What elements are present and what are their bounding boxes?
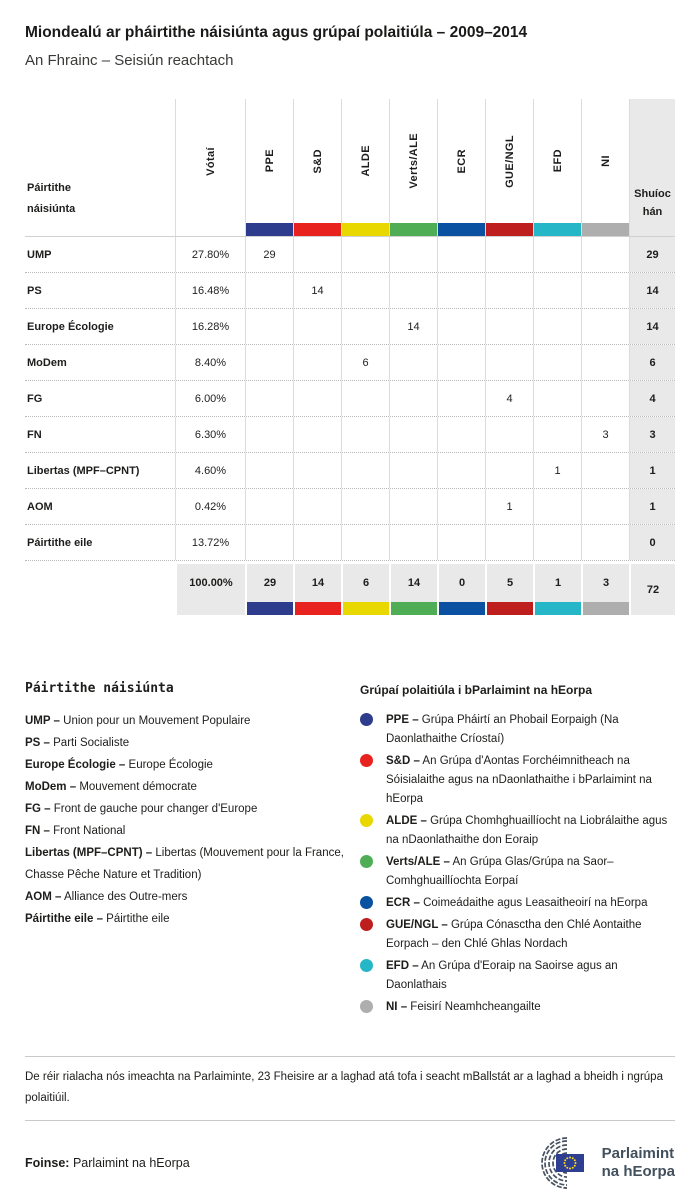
votes-value: 6.00% [175, 381, 245, 416]
votes-value: 27.80% [175, 237, 245, 272]
group-seats-value [533, 273, 581, 308]
group-seats-value: 1 [533, 453, 581, 488]
party-name: FG [27, 392, 43, 405]
votes-value: 16.48% [175, 273, 245, 308]
group-legend-abbr: S&D – [386, 755, 420, 767]
group-seats-value [437, 417, 485, 452]
group-seats-value [341, 381, 389, 416]
group-seats-value [245, 525, 293, 560]
legends [25, 681, 675, 1020]
party-legend-item: FN – Front National [25, 825, 126, 837]
group-color-dot [360, 855, 373, 868]
group-header-label: ALDE [359, 145, 372, 177]
group-seats-value [581, 453, 629, 488]
votes-column-header [175, 99, 245, 236]
group-legend-abbr: GUE/NGL – [386, 919, 448, 931]
group-legend-item [360, 752, 675, 809]
group-total: 14 [293, 564, 341, 615]
seats-total-value: 6 [629, 345, 675, 380]
group-color-bar [582, 223, 629, 236]
group-color-bar [343, 602, 389, 615]
party-legend-item: AOM – Alliance des Outre-mers [25, 891, 188, 903]
seats-total-value: 0 [629, 525, 675, 560]
group-total: 29 [245, 564, 293, 615]
group-legend-item [360, 894, 675, 913]
group-legend-text: GUE/NGL – Grúpa Cónasctha den Chlé Aontaithe Eorpach – den Chlé Ghlas Nordach [386, 919, 642, 950]
group-column-header [389, 99, 437, 236]
party-legend-item: Páirtithe eile – Páirtithe eile [25, 913, 170, 925]
eu-flag-icon [556, 1154, 584, 1172]
party-name: UMP [27, 248, 52, 261]
group-seats-value [533, 309, 581, 344]
votes-value: 6.30% [175, 417, 245, 452]
group-seats-value [341, 453, 389, 488]
page-subtitle: An Fhrainc – Seisiún reachtach [25, 52, 234, 69]
group-seats-value [533, 345, 581, 380]
page [0, 24, 700, 1185]
votes-value: 16.28% [175, 309, 245, 344]
group-seats-value: 14 [389, 309, 437, 344]
group-color-dot [360, 896, 373, 909]
group-seats-value [293, 453, 341, 488]
group-seats-value: 29 [245, 237, 293, 272]
group-legend-text: ECR – Coimeádaithe agus Leasaitheoirí na hEorpa [386, 897, 648, 909]
group-seats-value [389, 489, 437, 524]
party-legend-item: PS – Parti Socialiste [25, 737, 130, 749]
logo-text [602, 1145, 675, 1181]
group-legend-text: ALDE – Grúpa Chomhghuaillíocht na Liobrálaithe agus na nDaonlathaithe don Eoraip [386, 815, 668, 846]
group-seats-value [341, 237, 389, 272]
votes-header-label: Vótaí [204, 146, 217, 176]
votes-value: 0.42% [175, 489, 245, 524]
group-seats-value [485, 525, 533, 560]
group-seats-value [485, 417, 533, 452]
group-total: 5 [485, 564, 533, 615]
group-seats-value [485, 273, 533, 308]
group-seats-value [293, 345, 341, 380]
group-legend-text: S&D – An Grúpa d'Aontas Forchéimnitheach na Sóisialaithe agus na nDaonlathaithe i bParlaimint na hEorpa [386, 755, 652, 805]
party-legend-abbr: Páirtithe eile – [25, 913, 103, 925]
party-legend-item: UMP – Union pour un Mouvement Populaire [25, 715, 251, 727]
party-legend-item: Libertas (MPF–CPNT) – Libertas (Mouvement pour la France, Chasse Pêche Nature et Tradition) [25, 847, 344, 881]
table-row [25, 237, 675, 273]
group-seats-value [293, 525, 341, 560]
group-column-header [581, 99, 629, 236]
party-legend-abbr: PS – [25, 737, 50, 749]
group-legend-text: PPE – Grúpa Pháirtí an Phobail Eorpaigh (Na Daonlathaithe Críostaí) [386, 714, 619, 745]
group-color-bar [246, 223, 293, 236]
seats-total-value: 3 [629, 417, 675, 452]
party-name: AOM [27, 500, 53, 513]
votes-value: 13.72% [175, 525, 245, 560]
group-seats-value [245, 417, 293, 452]
party-name: FN [27, 428, 42, 441]
group-seats-value [581, 345, 629, 380]
group-total: 1 [533, 564, 581, 615]
group-column-header [245, 99, 293, 236]
group-legend-item [360, 916, 675, 954]
group-seats-value [485, 453, 533, 488]
divider-bottom [25, 1120, 675, 1121]
group-column-header [293, 99, 341, 236]
total-row-spacer [25, 564, 175, 615]
group-seats-value [341, 489, 389, 524]
table-row [25, 381, 675, 417]
table-row [25, 453, 675, 489]
party-name: MoDem [27, 356, 67, 369]
group-seats-value [389, 345, 437, 380]
votes-value: 4.60% [175, 453, 245, 488]
group-legend-item [360, 853, 675, 891]
party-legend-items [25, 710, 360, 930]
group-seats-value [389, 525, 437, 560]
group-seats-value [485, 309, 533, 344]
group-seats-value [389, 381, 437, 416]
group-seats-value [293, 309, 341, 344]
parliament-hemicycle-icon [520, 1137, 592, 1189]
group-color-dot [360, 713, 373, 726]
group-column-header [533, 99, 581, 236]
group-seats-value [293, 237, 341, 272]
source-text: Parlaimint na hEorpa [72, 1156, 190, 1171]
party-legend-abbr: AOM – [25, 891, 62, 903]
group-color-bar [486, 223, 533, 236]
group-seats-value [341, 273, 389, 308]
group-seats-value [341, 525, 389, 560]
group-legend-abbr: ECR – [386, 897, 420, 909]
group-color-dot [360, 814, 373, 827]
group-color-dot [360, 754, 373, 767]
group-total: 3 [581, 564, 629, 615]
divider-top [25, 1056, 675, 1057]
votes-total: 100.00% [175, 564, 245, 615]
group-header-label: EFD [551, 149, 564, 173]
group-color-bar [390, 223, 437, 236]
source-label: Foinse: [25, 1156, 70, 1171]
group-seats-value [533, 237, 581, 272]
group-color-dot [360, 1000, 373, 1013]
group-color-bar [487, 602, 533, 615]
group-seats-value [581, 309, 629, 344]
group-total: 6 [341, 564, 389, 615]
party-name: Páirtithe eile [27, 536, 93, 549]
corner-header [25, 99, 175, 236]
group-seats-value [485, 345, 533, 380]
party-legend-heading: Páirtithe náisiúnta [25, 681, 174, 696]
group-seats-value [437, 273, 485, 308]
group-color-bar [535, 602, 581, 615]
seats-total-value: 14 [629, 273, 675, 308]
group-seats-value [245, 453, 293, 488]
group-color-bar [342, 223, 389, 236]
group-seats-value [437, 309, 485, 344]
group-seats-value [437, 345, 485, 380]
group-seats-value [389, 453, 437, 488]
group-seats-value [245, 309, 293, 344]
group-seats-value [581, 273, 629, 308]
group-seats-value: 4 [485, 381, 533, 416]
group-seats-value [245, 489, 293, 524]
group-seats-value [245, 381, 293, 416]
group-seats-value: 1 [485, 489, 533, 524]
group-header-label: ECR [455, 148, 468, 174]
group-seats-value [437, 525, 485, 560]
group-seats-value [533, 489, 581, 524]
footnote: De réir rialacha nós imeachta na Parlaiminte, 23 Fheisire ar a laghad atá tofa i seacht mBallstát ar a laghad a bheidh i ngrúpa polaitiúil. [25, 1071, 663, 1104]
party-legend-abbr: Libertas (MPF–CPNT) – [25, 847, 153, 859]
group-legend-text: NI – Feisirí Neamhcheangailte [386, 1001, 541, 1013]
group-color-bar [294, 223, 341, 236]
table-row [25, 345, 675, 381]
table-row [25, 309, 675, 345]
seats-total-value: 29 [629, 237, 675, 272]
table-row [25, 273, 675, 309]
seats-total-value: 4 [629, 381, 675, 416]
group-seats-value [437, 237, 485, 272]
votes-value: 8.40% [175, 345, 245, 380]
source-row [25, 1137, 675, 1189]
party-name: PS [27, 284, 42, 297]
group-total: 14 [389, 564, 437, 615]
group-seats-value [437, 453, 485, 488]
group-seats-value [437, 489, 485, 524]
group-legend-abbr: EFD – [386, 960, 419, 972]
group-seats-value [581, 525, 629, 560]
page-title: Miondealú ar pháirtithe náisiúnta agus grúpaí polaitiúla – 2009–2014 [25, 24, 528, 41]
group-legend-item [360, 957, 675, 995]
group-header-label: S&D [311, 148, 324, 174]
group-legend-item [360, 998, 675, 1017]
party-legend-item: MoDem – Mouvement démocrate [25, 781, 197, 793]
table-header-row [25, 99, 675, 237]
group-legend-heading: Grúpaí polaitiúla i bParlaimint na hEorpa [360, 683, 593, 697]
party-legend-item: Europe Écologie – Europe Écologie [25, 759, 213, 771]
group-seats-value [581, 237, 629, 272]
group-legend-abbr: PPE – [386, 714, 419, 726]
party-name: Europe Écologie [27, 320, 114, 333]
table-row [25, 417, 675, 453]
group-seats-value: 14 [293, 273, 341, 308]
group-seats-value [389, 273, 437, 308]
group-column-header [341, 99, 389, 236]
group-column-header [437, 99, 485, 236]
corner-header-line: Páirtithe [27, 182, 72, 195]
party-legend-abbr: FN – [25, 825, 50, 837]
group-seats-value [533, 417, 581, 452]
grand-total: 72 [629, 564, 675, 615]
group-color-bar [439, 602, 485, 615]
source [25, 1156, 190, 1170]
seats-total-value: 1 [629, 453, 675, 488]
group-seats-value: 3 [581, 417, 629, 452]
group-seats-value [293, 489, 341, 524]
group-seats-value [293, 417, 341, 452]
seats-total-value: 14 [629, 309, 675, 344]
seats-header-line: Shuíoc [634, 187, 671, 200]
group-seats-value [293, 381, 341, 416]
group-seats-value [533, 525, 581, 560]
seats-total-value: 1 [629, 489, 675, 524]
group-seats-value [581, 381, 629, 416]
eu-parliament-logo [520, 1137, 675, 1189]
group-seats-value [389, 237, 437, 272]
group-color-dot [360, 959, 373, 972]
group-seats-value [533, 381, 581, 416]
corner-header-line: náisiúnta [27, 203, 76, 216]
party-legend-abbr: UMP – [25, 715, 60, 727]
group-seats-value [341, 309, 389, 344]
group-color-bar [391, 602, 437, 615]
party-legend-abbr: MoDem – [25, 781, 77, 793]
group-color-dot [360, 918, 373, 931]
seats-header-line: hán [642, 206, 663, 219]
group-color-bar [247, 602, 293, 615]
party-legend-abbr: FG – [25, 803, 51, 815]
group-seats-value [341, 417, 389, 452]
party-legend-item: FG – Front de gauche pour changer d'Europe [25, 803, 258, 815]
group-seats-value [437, 381, 485, 416]
group-legend-item [360, 711, 675, 749]
group-seats-value [485, 237, 533, 272]
group-color-bar [534, 223, 581, 236]
group-legend-item [360, 812, 675, 850]
group-header-label: GUE/NGL [503, 134, 516, 188]
group-header-label: Verts/ALE [407, 133, 420, 189]
group-legend-items [360, 711, 675, 1017]
group-legend-text: EFD – An Grúpa d'Eoraip na Saoirse agus an Daonlathais [386, 960, 618, 991]
group-color-bar [583, 602, 629, 615]
party-legend-abbr: Europe Écologie – [25, 759, 126, 771]
group-legend-abbr: ALDE – [386, 815, 427, 827]
results-table [25, 99, 675, 615]
party-legend [25, 681, 360, 1020]
group-total: 0 [437, 564, 485, 615]
group-seats-value [245, 273, 293, 308]
group-legend-abbr: NI – [386, 1001, 408, 1013]
group-legend [360, 681, 675, 1020]
group-header-label: NI [599, 155, 612, 167]
seats-column-header [629, 99, 675, 236]
group-legend-abbr: Verts/ALE – [386, 856, 450, 868]
table-row [25, 489, 675, 525]
group-column-header [485, 99, 533, 236]
logo-line2: na hEorpa [601, 1163, 675, 1181]
group-legend-text: Verts/ALE – An Grúpa Glas/Grúpa na Saor–Comhghuaillíochta Eorpaí [386, 856, 614, 887]
logo-line1: Parlaimint [601, 1145, 675, 1163]
group-seats-value [389, 417, 437, 452]
group-color-bar [295, 602, 341, 615]
group-seats-value: 6 [341, 345, 389, 380]
group-seats-value [581, 489, 629, 524]
group-seats-value [245, 345, 293, 380]
group-color-bar [438, 223, 485, 236]
table-row [25, 525, 675, 561]
group-header-label: PPE [263, 149, 276, 173]
party-name: Libertas (MPF–CPNT) [27, 464, 140, 477]
table-total-row [25, 564, 675, 615]
